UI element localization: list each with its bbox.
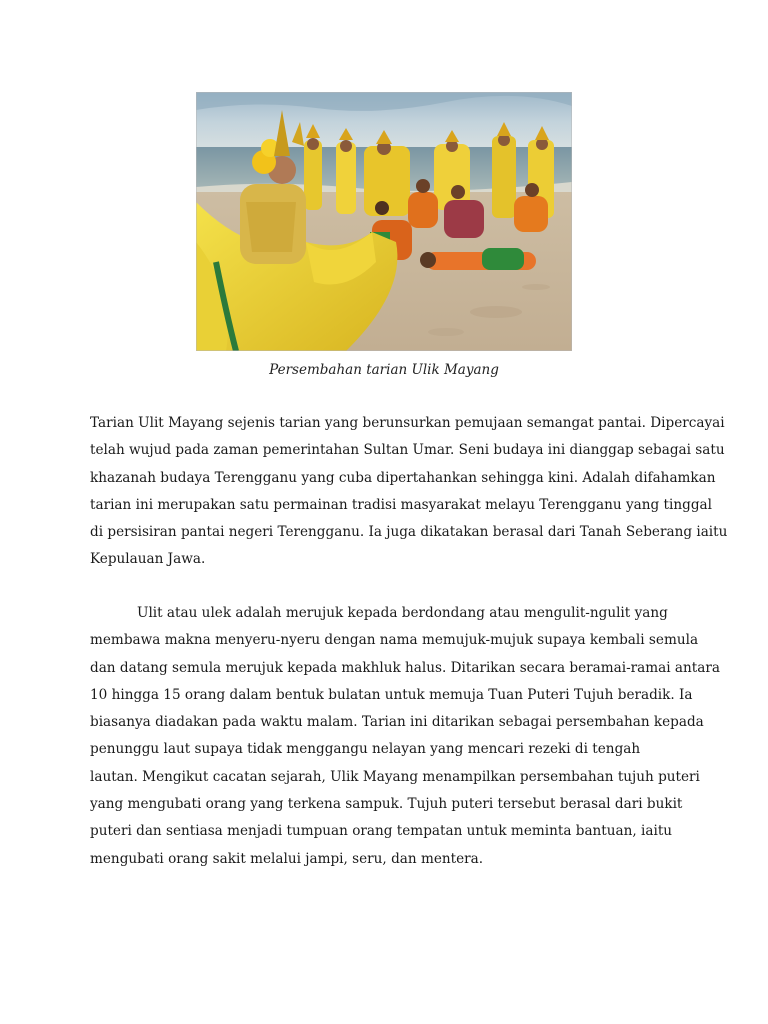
text-line: tarian ini merupakan satu permainan tradisi masyarakat melayu Terengganu yang tinggal bbox=[90, 496, 712, 513]
figure-caption: Persembahan tarian Ulik Mayang bbox=[269, 362, 499, 378]
text-line: Tarian Ulit Mayang sejenis tarian yang berunsurkan pemujaan semangat pantai. Dipercayai bbox=[90, 415, 725, 431]
text-line: 10 hingga 15 orang dalam bentuk bulatan untuk memuja Tuan Puteri Tujuh beradik. Ia bbox=[90, 686, 693, 703]
text-line: yang mengubati orang yang terkena sampuk. Tujuh puteri tersebut berasal dari bukit bbox=[90, 796, 683, 813]
paragraph-description bbox=[90, 600, 720, 873]
text-line: puteri dan sentiasa menjadi tumpuan orang tempatan untuk meminta bantuan, iaitu bbox=[90, 823, 673, 840]
text-line: membawa makna menyeru-nyeru dengan nama memujuk-mujuk supaya kembali semula bbox=[90, 632, 699, 649]
text-line: di persisiran pantai negeri Terengganu. Ia juga dikatakan berasal dari Tanah Seberang iaitu bbox=[90, 524, 728, 541]
text-line: lautan. Mengikut cacatan sejarah, Ulik Mayang menampilkan persembahan tujuh puteri bbox=[90, 768, 700, 785]
paragraph-intro bbox=[90, 410, 728, 574]
text-line: mengubati orang sakit melalui jampi, seru, dan mentera. bbox=[90, 850, 484, 867]
text-line: biasanya diadakan pada waktu malam. Tarian ini ditarikan sebagai persembahan kepada bbox=[90, 714, 704, 731]
text-line: khazanah budaya Terengganu yang cuba dipertahankan sehingga kini. Adalah difahamkan bbox=[90, 469, 716, 486]
text-line: penunggu laut supaya tidak menggangu nelayan yang mencari rezeki di tengah bbox=[90, 741, 641, 758]
text-line: dan datang semula merujuk kepada makhluk halus. Ditarikan secara beramai-ramai antara bbox=[90, 659, 720, 676]
text-line: telah wujud pada zaman pemerintahan Sultan Umar. Seni budaya ini dianggap sebagai satu bbox=[90, 442, 725, 459]
text-line: Kepulauan Jawa. bbox=[90, 551, 206, 568]
text-line: Ulit atau ulek adalah merujuk kepada berdondang atau mengulit-ngulit yang bbox=[137, 605, 668, 621]
dance-performance-photo bbox=[196, 92, 572, 351]
